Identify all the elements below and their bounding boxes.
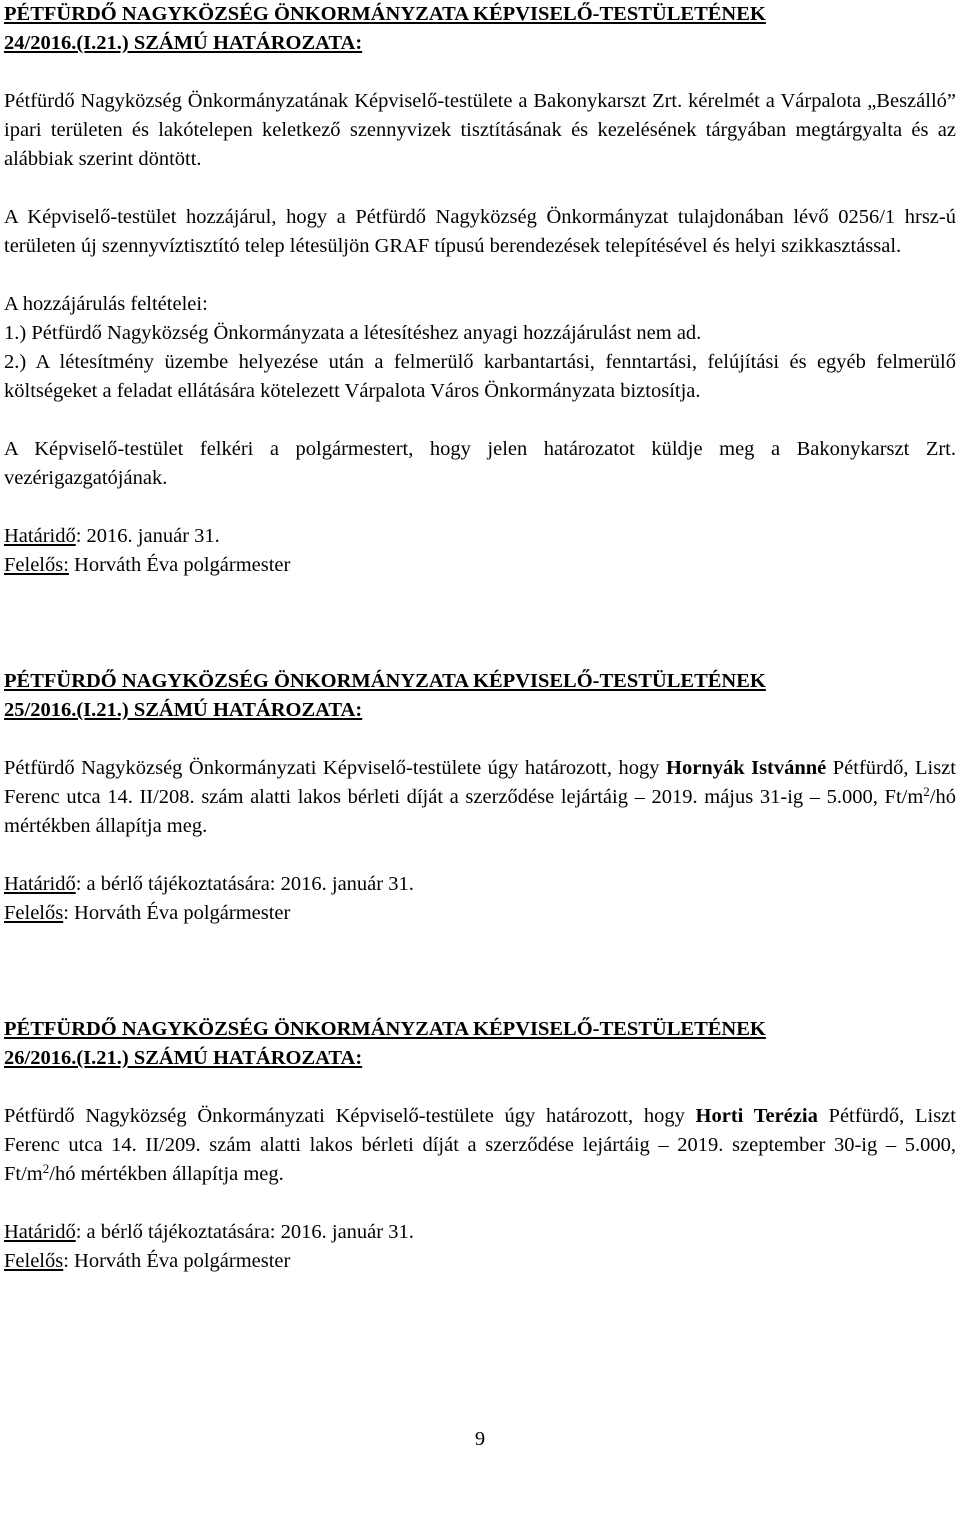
resolution-24-heading <box>4 0 956 58</box>
heading-line-1: PÉTFÜRDŐ NAGYKÖZSÉG ÖNKORMÁNYZATA KÉPVISELŐ-TESTÜLETÉNEK <box>4 1018 766 1040</box>
decision-paragraph <box>4 1102 956 1189</box>
deadline-label: Határidő <box>4 873 76 895</box>
heading-line-2: 25/2016.(I.21.) SZÁMÚ HATÁROZATA: <box>4 699 363 721</box>
heading-line-1: PÉTFÜRDŐ NAGYKÖZSÉG ÖNKORMÁNYZATA KÉPVISELŐ-TESTÜLETÉNEK <box>4 670 766 692</box>
superscript-2: 2 <box>923 784 930 799</box>
decision-text-b: Pétfürdő, Liszt Ferenc utca 14. II/209. szám alatti lakos bérleti díját a szerződése lejártáig – 2019. szeptember 30-ig – 5.000, Ft/m <box>4 1105 956 1185</box>
request-paragraph: A Képviselő-testület felkéri a polgármestert, hogy jelen határozatot küldje meg a Bakonykarszt Zrt. vezérigazgatójának. <box>4 438 956 489</box>
responsible-value: Horváth Éva polgármester <box>68 554 291 576</box>
responsible-line <box>4 899 956 928</box>
deadline-label: Határidő <box>4 525 76 547</box>
responsible-line <box>4 551 956 580</box>
conditions-title: A hozzájárulás feltételei: <box>4 293 208 315</box>
decision-paragraph <box>4 754 956 841</box>
deadline-line <box>4 522 956 551</box>
tenant-name: Hornyák Istvánné <box>666 757 827 779</box>
decision-text-c: /hó mértékben állapítja meg. <box>49 1163 284 1185</box>
deadline-label: Határidő <box>4 1221 76 1243</box>
resolution-26 <box>4 1015 956 1276</box>
responsible-value: : Horváth Éva polgármester <box>63 902 291 924</box>
intro-paragraph: Pétfürdő Nagyközség Önkormányzatának Képviselő-testülete a Bakonykarszt Zrt. kérelmét a Várpalota „Beszálló” ipari területen és lakótelepen keletkező szennyvizek tisztításának és kezelésének tárgyában megtárgyalta és az alábbiak szerint döntött. <box>4 90 956 170</box>
decision-text-c: /hó mértékben állapítja meg. <box>4 786 956 837</box>
deadline-value: : a bérlő tájékoztatására: 2016. január 31. <box>75 873 414 895</box>
resolution-26-heading <box>4 1015 956 1073</box>
decision-text-b: Pétfürdő, Liszt Ferenc utca 14. II/208. szám alatti lakos bérleti díját a szerződése lejártáig – 2019. május 31-ig – 5.000, Ft/m <box>4 757 956 808</box>
responsible-value: : Horváth Éva polgármester <box>63 1250 291 1272</box>
tenant-name: Horti Terézia <box>695 1105 818 1127</box>
resolution-24 <box>4 0 956 580</box>
decision-text-a: Pétfürdő Nagyközség Önkormányzati Képviselő-testülete úgy határozott, hogy <box>4 1105 696 1127</box>
responsible-label: Felelős: <box>4 554 69 576</box>
heading-line-2: 26/2016.(I.21.) SZÁMÚ HATÁROZATA: <box>4 1047 363 1069</box>
heading-line-1: PÉTFÜRDŐ NAGYKÖZSÉG ÖNKORMÁNYZATA KÉPVISELŐ-TESTÜLETÉNEK <box>4 3 766 25</box>
deadline-value: : 2016. január 31. <box>75 525 220 547</box>
deadline-line <box>4 1218 956 1247</box>
document-page <box>4 0 956 1276</box>
responsible-label: Felelős <box>4 902 64 924</box>
responsible-label: Felelős <box>4 1250 64 1272</box>
heading-line-2: 24/2016.(I.21.) SZÁMÚ HATÁROZATA: <box>4 32 363 54</box>
decision-text-a: Pétfürdő Nagyközség Önkormányzati Képviselő-testülete úgy határozott, hogy <box>4 757 666 779</box>
condition-2: 2.) A létesítmény üzembe helyezése után a felmerülő karbantartási, fenntartási, felújítási és egyéb felmerülő költségeket a feladat ellátására kötelezett Várpalota Város Önkormányzata biztosítja. <box>4 351 956 402</box>
condition-1: 1.) Pétfürdő Nagyközség Önkormányzata a létesítéshez anyagi hozzájárulást nem ad. <box>4 322 702 344</box>
resolution-25-heading <box>4 667 956 725</box>
resolution-25 <box>4 667 956 928</box>
page-number: 9 <box>474 1428 486 1450</box>
deadline-line <box>4 870 956 899</box>
superscript-2: 2 <box>42 1161 50 1176</box>
consent-paragraph: A Képviselő-testület hozzájárul, hogy a Pétfürdő Nagyközség Önkormányzat tulajdonában lévő 0256/1 hrsz-ú területen új szennyvíztisztító telep létesüljön GRAF típusú berendezések telepítésével és helyi szikkasztással. <box>4 206 956 257</box>
deadline-value: : a bérlő tájékoztatására: 2016. január 31. <box>75 1221 414 1243</box>
responsible-line <box>4 1247 956 1276</box>
